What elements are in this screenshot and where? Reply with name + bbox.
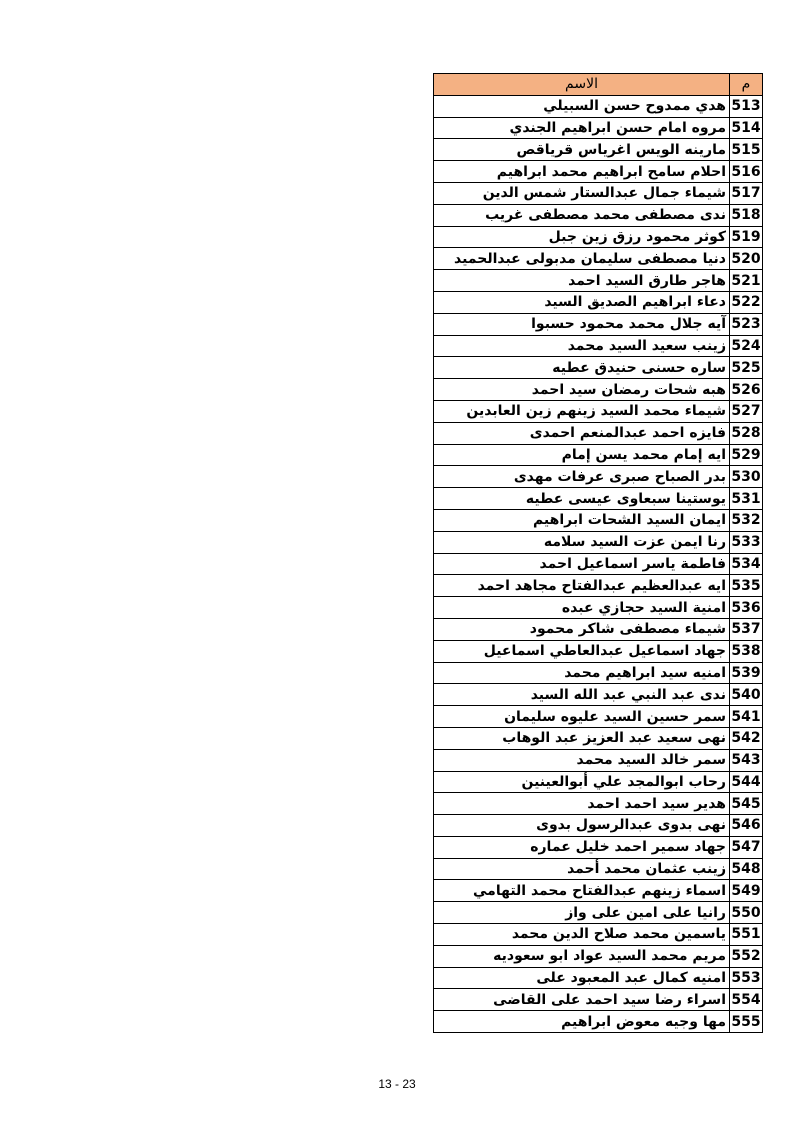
row-number: 522 [730, 291, 763, 313]
row-number: 538 [730, 640, 763, 662]
row-number: 525 [730, 357, 763, 379]
row-name: اسماء زينهم عبدالفتاح محمد التهامي [434, 880, 730, 902]
table-row [434, 226, 763, 248]
row-name: ايه عبدالعظيم عبدالفتاح مجاهد احمد [434, 575, 730, 597]
table-row [434, 618, 763, 640]
row-name: مارينه الويس اغرياس قرياقص [434, 139, 730, 161]
table-row [434, 95, 763, 117]
header-name: الاسم [434, 74, 730, 96]
row-name: هدير سيد احمد احمد [434, 793, 730, 815]
row-number: 549 [730, 880, 763, 902]
row-number: 526 [730, 379, 763, 401]
row-name: ايه إمام محمد يسن إمام [434, 444, 730, 466]
table-row [434, 553, 763, 575]
row-number: 555 [730, 1011, 763, 1033]
table-row [434, 400, 763, 422]
row-number: 551 [730, 924, 763, 946]
table-row [434, 706, 763, 728]
table-row [434, 379, 763, 401]
table-row [434, 945, 763, 967]
row-number: 520 [730, 248, 763, 270]
row-name: احلام سامح ابراهيم محمد ابراهيم [434, 161, 730, 183]
row-number: 530 [730, 466, 763, 488]
table-row [434, 161, 763, 183]
table-row [434, 858, 763, 880]
table-row [434, 575, 763, 597]
header-number: م [730, 74, 763, 96]
row-number: 515 [730, 139, 763, 161]
row-name: رحاب ابوالمجد علي أبوالعينين [434, 771, 730, 793]
row-name: بدر الصباح صبرى عرفات مهدى [434, 466, 730, 488]
names-table-container [433, 73, 763, 1033]
table-row [434, 313, 763, 335]
page-number: 13 - 23 [378, 1077, 416, 1091]
row-number: 513 [730, 95, 763, 117]
table-row [434, 989, 763, 1011]
row-number: 527 [730, 400, 763, 422]
row-name: ايمان السيد الشحات ابراهيم [434, 509, 730, 531]
table-row [434, 182, 763, 204]
row-number: 535 [730, 575, 763, 597]
row-number: 541 [730, 706, 763, 728]
row-name: ندى عبد النبي عبد الله السيد [434, 684, 730, 706]
row-number: 524 [730, 335, 763, 357]
row-name: كوثر محمود رزق زين جبل [434, 226, 730, 248]
row-number: 536 [730, 597, 763, 619]
table-row [434, 771, 763, 793]
table-row [434, 880, 763, 902]
names-table [433, 73, 763, 1033]
row-name: زينب سعيد السيد محمد [434, 335, 730, 357]
row-number: 532 [730, 509, 763, 531]
row-name: فايزه احمد عبدالمنعم احمدى [434, 422, 730, 444]
table-row [434, 684, 763, 706]
row-name: هدي ممدوح حسن السبيلي [434, 95, 730, 117]
table-row [434, 749, 763, 771]
row-number: 554 [730, 989, 763, 1011]
row-number: 550 [730, 902, 763, 924]
row-number: 531 [730, 488, 763, 510]
row-number: 545 [730, 793, 763, 815]
row-name: جهاد سمير احمد خليل عماره [434, 836, 730, 858]
row-number: 544 [730, 771, 763, 793]
table-row [434, 357, 763, 379]
table-row [434, 270, 763, 292]
row-name: مها وجيه معوض ابراهيم [434, 1011, 730, 1033]
table-row [434, 139, 763, 161]
row-name: شيماء محمد السيد زينهم زين العابدين [434, 400, 730, 422]
row-number: 533 [730, 531, 763, 553]
row-number: 539 [730, 662, 763, 684]
table-row [434, 1011, 763, 1033]
table-row [434, 422, 763, 444]
row-number: 521 [730, 270, 763, 292]
row-number: 553 [730, 967, 763, 989]
table-row [434, 466, 763, 488]
table-row [434, 815, 763, 837]
row-number: 519 [730, 226, 763, 248]
row-name: رانيا على امين على واز [434, 902, 730, 924]
row-number: 529 [730, 444, 763, 466]
row-name: هبه شحات رمضان سيد احمد [434, 379, 730, 401]
row-name: زينب عثمان محمد أحمد [434, 858, 730, 880]
table-row [434, 117, 763, 139]
row-name: شيماء مصطفى شاكر محمود [434, 618, 730, 640]
table-row [434, 662, 763, 684]
row-name: جهاد اسماعيل عبدالعاطي اسماعيل [434, 640, 730, 662]
row-number: 542 [730, 727, 763, 749]
row-name: سمر حسين السيد عليوه سليمان [434, 706, 730, 728]
table-header-row [434, 74, 763, 96]
row-name: مروه امام حسن ابراهيم الجندي [434, 117, 730, 139]
table-row [434, 836, 763, 858]
table-row [434, 902, 763, 924]
row-name: سمر خالد السيد محمد [434, 749, 730, 771]
row-name: اسراء رضا سيد احمد على القاضى [434, 989, 730, 1011]
row-name: دعاء ابراهيم الصديق السيد [434, 291, 730, 313]
row-name: ياسمين محمد صلاح الدين محمد [434, 924, 730, 946]
row-name: نهى سعيد عبد العزيز عبد الوهاب [434, 727, 730, 749]
row-name: هاجر طارق السيد احمد [434, 270, 730, 292]
row-name: مريم محمد السيد عواد ابو سعوديه [434, 945, 730, 967]
table-row [434, 793, 763, 815]
row-number: 518 [730, 204, 763, 226]
table-row [434, 509, 763, 531]
row-name: فاطمة ياسر اسماعيل احمد [434, 553, 730, 575]
row-number: 543 [730, 749, 763, 771]
row-name: ندى مصطفى محمد مصطفى غريب [434, 204, 730, 226]
table-row [434, 640, 763, 662]
row-number: 546 [730, 815, 763, 837]
row-name: رنا ايمن عزت السيد سلامه [434, 531, 730, 553]
table-row [434, 248, 763, 270]
table-row [434, 597, 763, 619]
row-name: امنيه سيد ابراهيم محمد [434, 662, 730, 684]
row-number: 548 [730, 858, 763, 880]
row-name: شيماء جمال عبدالستار شمس الدين [434, 182, 730, 204]
row-name: امنية السيد حجازي عبده [434, 597, 730, 619]
row-number: 517 [730, 182, 763, 204]
table-row [434, 924, 763, 946]
table-row [434, 444, 763, 466]
row-name: دنيا مصطفى سليمان مدبولى عبدالحميد [434, 248, 730, 270]
row-number: 537 [730, 618, 763, 640]
table-row [434, 488, 763, 510]
row-name: ساره حسنى حنيدق عطيه [434, 357, 730, 379]
row-number: 523 [730, 313, 763, 335]
table-row [434, 967, 763, 989]
table-row [434, 335, 763, 357]
row-name: آيه جلال محمد محمود حسبوا [434, 313, 730, 335]
row-number: 552 [730, 945, 763, 967]
table-row [434, 727, 763, 749]
table-body [434, 95, 763, 1032]
table-row [434, 204, 763, 226]
row-name: نهى بدوى عبدالرسول بدوى [434, 815, 730, 837]
row-number: 514 [730, 117, 763, 139]
row-name: يوستينا سبعاوى عيسى عطيه [434, 488, 730, 510]
row-number: 528 [730, 422, 763, 444]
table-row [434, 291, 763, 313]
table-row [434, 531, 763, 553]
row-number: 516 [730, 161, 763, 183]
row-number: 540 [730, 684, 763, 706]
row-number: 534 [730, 553, 763, 575]
row-number: 547 [730, 836, 763, 858]
row-name: امنيه كمال عبد المعبود على [434, 967, 730, 989]
